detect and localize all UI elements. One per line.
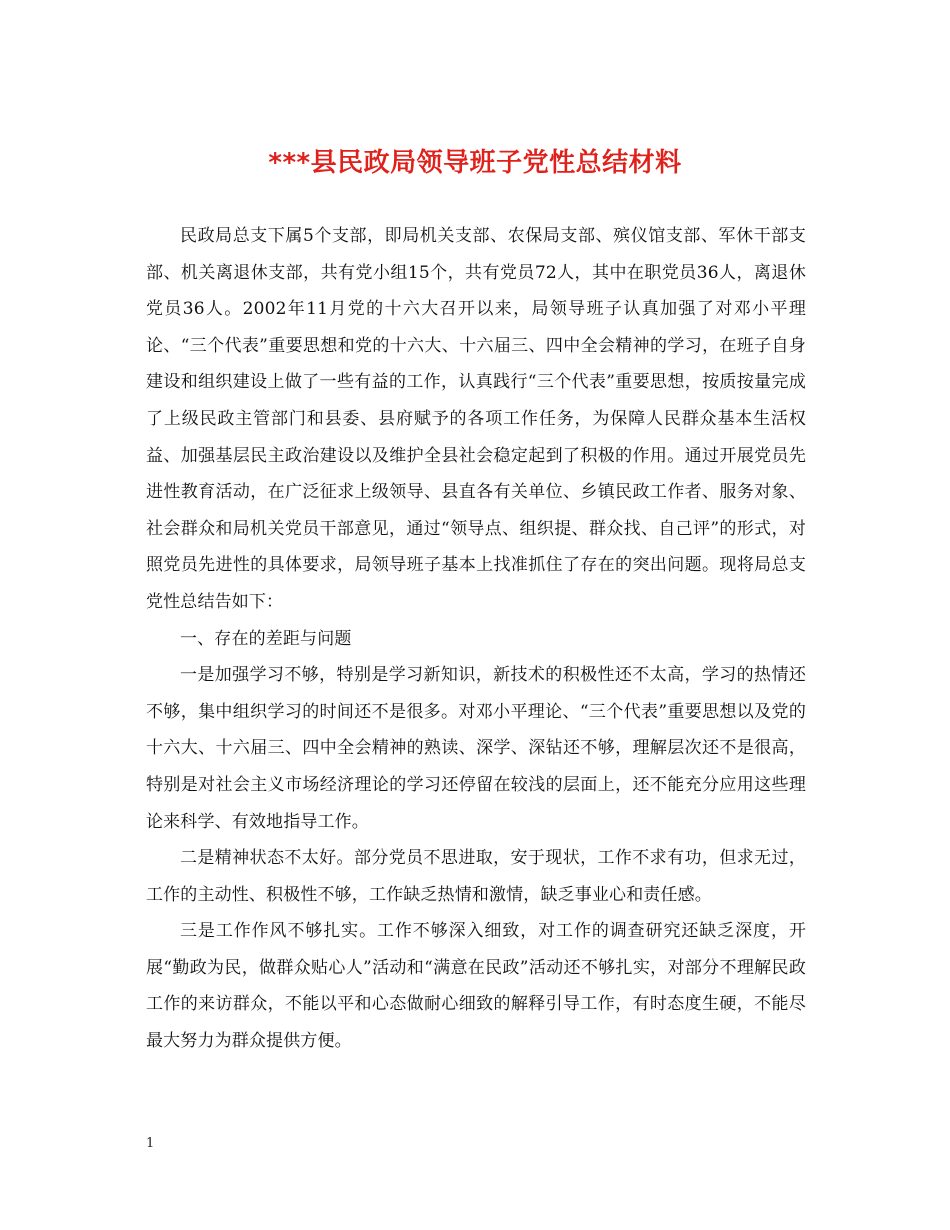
document-title: ***县民政局领导班子党性总结材料: [268, 148, 682, 178]
paragraph-study: 一是加强学习不够，特别是学习新知识，新技术的积极性还不太高，学习的热情还不够，集中组织学习的时间还不是很多。对邓小平理论、“三个代表”重要思想以及党的十六大、十六届三、四中全会精神的熟读、深学、深钻还不够，理解层次还不是很高，特别是对社会主义市场经济理论的学习还停留在较浅的层面上，还不能充分应用这些理论来科学、有效地指导工作。: [146, 665, 806, 832]
section-heading-problems: 一、存在的差距与问题: [180, 628, 352, 649]
page-number: 1: [146, 1136, 155, 1151]
paragraph-work-style: 三是工作作风不够扎实。工作不够深入细致，对工作的调查研究还缺乏深度，开展“勤政为民，做群众贴心人”活动和“满意在民政”活动还不够扎实，对部分不理解民政工作的来访群众，不能以平和心态做耐心细致的解释引导工作，有时态度生硬，不能尽最大努力为群众提供方便。: [146, 921, 806, 1052]
paragraph-intro: 民政局总支下属5个支部，即局机关支部、农保局支部、殡仪馆支部、军休干部支部、机关离退休支部，共有党小组15个，共有党员72人，其中在职党员36人，离退休党员36人。2002年11月党的十六大召开以来，局领导班子认真加强了对邓小平理论、“三个代表”重要思想和党的十六大、十六届三、四中全会精神的学习，在班子自身建设和组织建设上做了一些有益的工作，认真践行“三个代表”重要思想，按质按量完成了上级民政主管部门和县委、县府赋予的各项工作任务，为保障人民群众基本生活权益、加强基层民主政治建设以及维护全县社会稳定起到了积极的作用。通过开展党员先进性教育活动，在广泛征求上级领导、县直各有关单位、乡镇民政工作者、服务对象、社会群众和局机关党员干部意见，通过“领导点、组织提、群众找、自己评”的形式，对照党员先进性的具体要求，局领导班子基本上找准抓住了存在的突出问题。现将局总支党性总结告如下：: [146, 226, 806, 612]
paragraph-spirit: 二是精神状态不太好。部分党员不思进取，安于现状，工作不求有功，但求无过，工作的主动性、积极性不够，工作缺乏热情和激情，缺乏事业心和责任感。: [146, 848, 806, 905]
document-body: [146, 218, 806, 1060]
